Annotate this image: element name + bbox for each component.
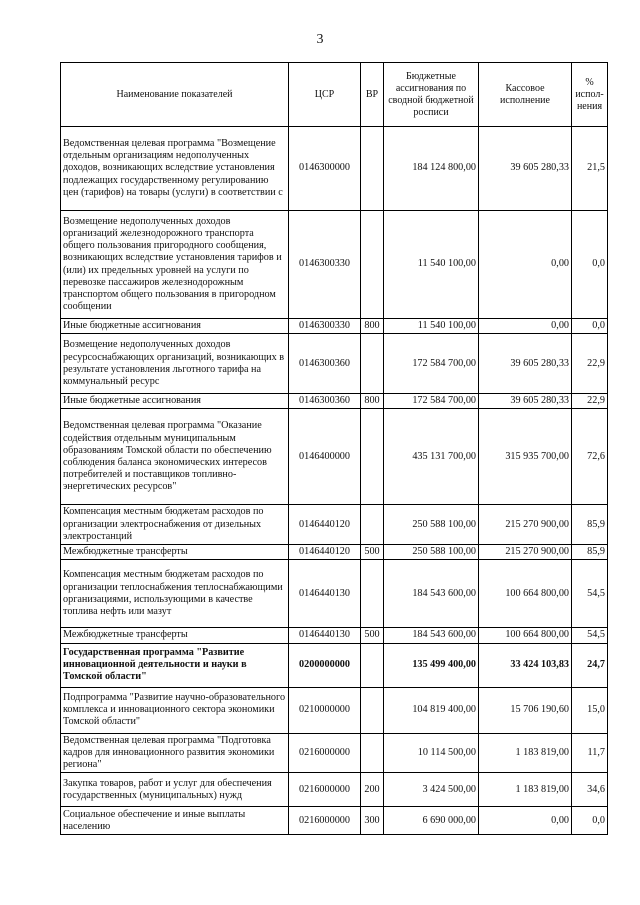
cell-name: Социальное обеспечение и иные выплаты населению [61,807,289,835]
cell-pct: 15,0 [572,687,608,733]
cell-pct: 72,6 [572,409,608,505]
cell-cash: 1 183 819,00 [479,773,572,807]
cell-vr [361,643,384,687]
table-row [61,545,608,560]
cell-csr: 0146440120 [289,505,361,545]
cell-vr: 800 [361,394,384,409]
table-row [61,409,608,505]
cell-pct: 0,0 [572,211,608,319]
cell-assign: 11 540 100,00 [384,211,479,319]
cell-name: Возмещение недополученных доходов ресурсоснабжающих организаций, возникающих в результате установления льготного тарифа на коммунальный ресурс [61,334,289,394]
cell-assign: 250 588 100,00 [384,505,479,545]
cell-name: Подпрограмма "Развитие научно-образовательного комплекса и инновационного сектора экономики Томской области" [61,687,289,733]
header-row [61,63,608,127]
header-vr: ВР [361,63,384,127]
cell-cash: 39 605 280,33 [479,394,572,409]
cell-cash: 0,00 [479,807,572,835]
cell-pct: 11,7 [572,733,608,773]
cell-assign: 250 588 100,00 [384,545,479,560]
cell-vr: 500 [361,628,384,643]
cell-csr: 0200000000 [289,643,361,687]
cell-name: Ведомственная целевая программа "Подготовка кадров для инновационного развития экономики региона" [61,733,289,773]
table-row [61,127,608,211]
cell-cash: 100 664 800,00 [479,628,572,643]
cell-name: Межбюджетные трансферты [61,545,289,560]
cell-vr [361,127,384,211]
table-row [61,687,608,733]
cell-csr: 0146300330 [289,211,361,319]
header-assign: Бюджетные ассигнования по сводной бюджетной росписи [384,63,479,127]
header-pct: % испол-нения [572,63,608,127]
cell-vr: 200 [361,773,384,807]
cell-pct: 85,9 [572,545,608,560]
table-row [61,807,608,835]
cell-csr: 0146300000 [289,127,361,211]
cell-pct: 0,0 [572,807,608,835]
cell-vr [361,334,384,394]
cell-assign: 10 114 500,00 [384,733,479,773]
cell-assign: 184 543 600,00 [384,628,479,643]
cell-pct: 34,6 [572,773,608,807]
cell-assign: 6 690 000,00 [384,807,479,835]
cell-vr: 300 [361,807,384,835]
cell-name: Межбюджетные трансферты [61,628,289,643]
cell-cash: 39 605 280,33 [479,334,572,394]
cell-assign: 184 124 800,00 [384,127,479,211]
cell-name: Закупка товаров, работ и услуг для обеспечения государственных (муниципальных) нужд [61,773,289,807]
cell-name: Государственная программа "Развитие инновационной деятельности и науки в Томской области" [61,643,289,687]
table-row [61,334,608,394]
cell-cash: 215 270 900,00 [479,505,572,545]
page-number: 3 [316,32,324,47]
cell-assign: 3 424 500,00 [384,773,479,807]
cell-assign: 104 819 400,00 [384,687,479,733]
table-row [61,560,608,628]
cell-pct: 21,5 [572,127,608,211]
table-row [61,211,608,319]
header-csr: ЦСР [289,63,361,127]
cell-assign: 11 540 100,00 [384,319,479,334]
cell-csr: 0216000000 [289,733,361,773]
cell-pct: 22,9 [572,334,608,394]
cell-assign: 172 584 700,00 [384,394,479,409]
cell-cash: 15 706 190,60 [479,687,572,733]
cell-assign: 172 584 700,00 [384,334,479,394]
cell-pct: 54,5 [572,560,608,628]
cell-vr: 800 [361,319,384,334]
cell-pct: 85,9 [572,505,608,545]
header-cash: Кассовое исполнение [479,63,572,127]
cell-pct: 22,9 [572,394,608,409]
cell-csr: 0146300360 [289,334,361,394]
cell-cash: 0,00 [479,319,572,334]
cell-assign: 435 131 700,00 [384,409,479,505]
cell-name: Компенсация местным бюджетам расходов по организации электроснабжения от дизельных электростанций [61,505,289,545]
cell-csr: 0216000000 [289,807,361,835]
cell-assign: 135 499 400,00 [384,643,479,687]
table-row [61,505,608,545]
cell-name: Иные бюджетные ассигнования [61,319,289,334]
table-row [61,733,608,773]
cell-vr: 500 [361,545,384,560]
cell-name: Иные бюджетные ассигнования [61,394,289,409]
cell-vr [361,560,384,628]
cell-name: Компенсация местным бюджетам расходов по организации теплоснабжения теплоснабжающими организациями, использующими в качестве топлива нефть или мазут [61,560,289,628]
cell-csr: 0146300330 [289,319,361,334]
cell-pct: 0,0 [572,319,608,334]
cell-cash: 100 664 800,00 [479,560,572,628]
cell-csr: 0146440120 [289,545,361,560]
cell-vr [361,505,384,545]
budget-table [60,62,608,835]
cell-cash: 215 270 900,00 [479,545,572,560]
cell-vr [361,733,384,773]
cell-pct: 54,5 [572,628,608,643]
cell-vr [361,687,384,733]
header-name: Наименование показателей [61,63,289,127]
cell-vr [361,211,384,319]
cell-cash: 1 183 819,00 [479,733,572,773]
table-row [61,319,608,334]
cell-csr: 0146400000 [289,409,361,505]
cell-pct: 24,7 [572,643,608,687]
table-row [61,394,608,409]
table-row [61,773,608,807]
cell-name: Возмещение недополученных доходов организаций железнодорожного транспорта общего пользования пригородного сообщения, возникающих вследствие установления тарифов и (или) их предельных уровней на услуги по перевозке пассажиров железнодорожным транспортом общего пользования в пригородном сообщении [61,211,289,319]
cell-csr: 0210000000 [289,687,361,733]
table-row [61,628,608,643]
table-row [61,643,608,687]
cell-csr: 0216000000 [289,773,361,807]
cell-cash: 39 605 280,33 [479,127,572,211]
cell-assign: 184 543 600,00 [384,560,479,628]
cell-cash: 315 935 700,00 [479,409,572,505]
cell-vr [361,409,384,505]
cell-csr: 0146300360 [289,394,361,409]
cell-name: Ведомственная целевая программа "Возмещение отдельным организациям недополученных доходов, возникающих вследствие установления подлежащих государственному регулированию цен (тарифов) на товары (услуги) в соответствии с [61,127,289,211]
cell-cash: 0,00 [479,211,572,319]
cell-csr: 0146440130 [289,628,361,643]
cell-cash: 33 424 103,83 [479,643,572,687]
cell-name: Ведомственная целевая программа "Оказание содействия отдельным муниципальным образованиям Томской области по обеспечению соблюдения баланса экономических интересов потребителей и поставщиков топливно-энергетических ресурсов" [61,409,289,505]
cell-csr: 0146440130 [289,560,361,628]
